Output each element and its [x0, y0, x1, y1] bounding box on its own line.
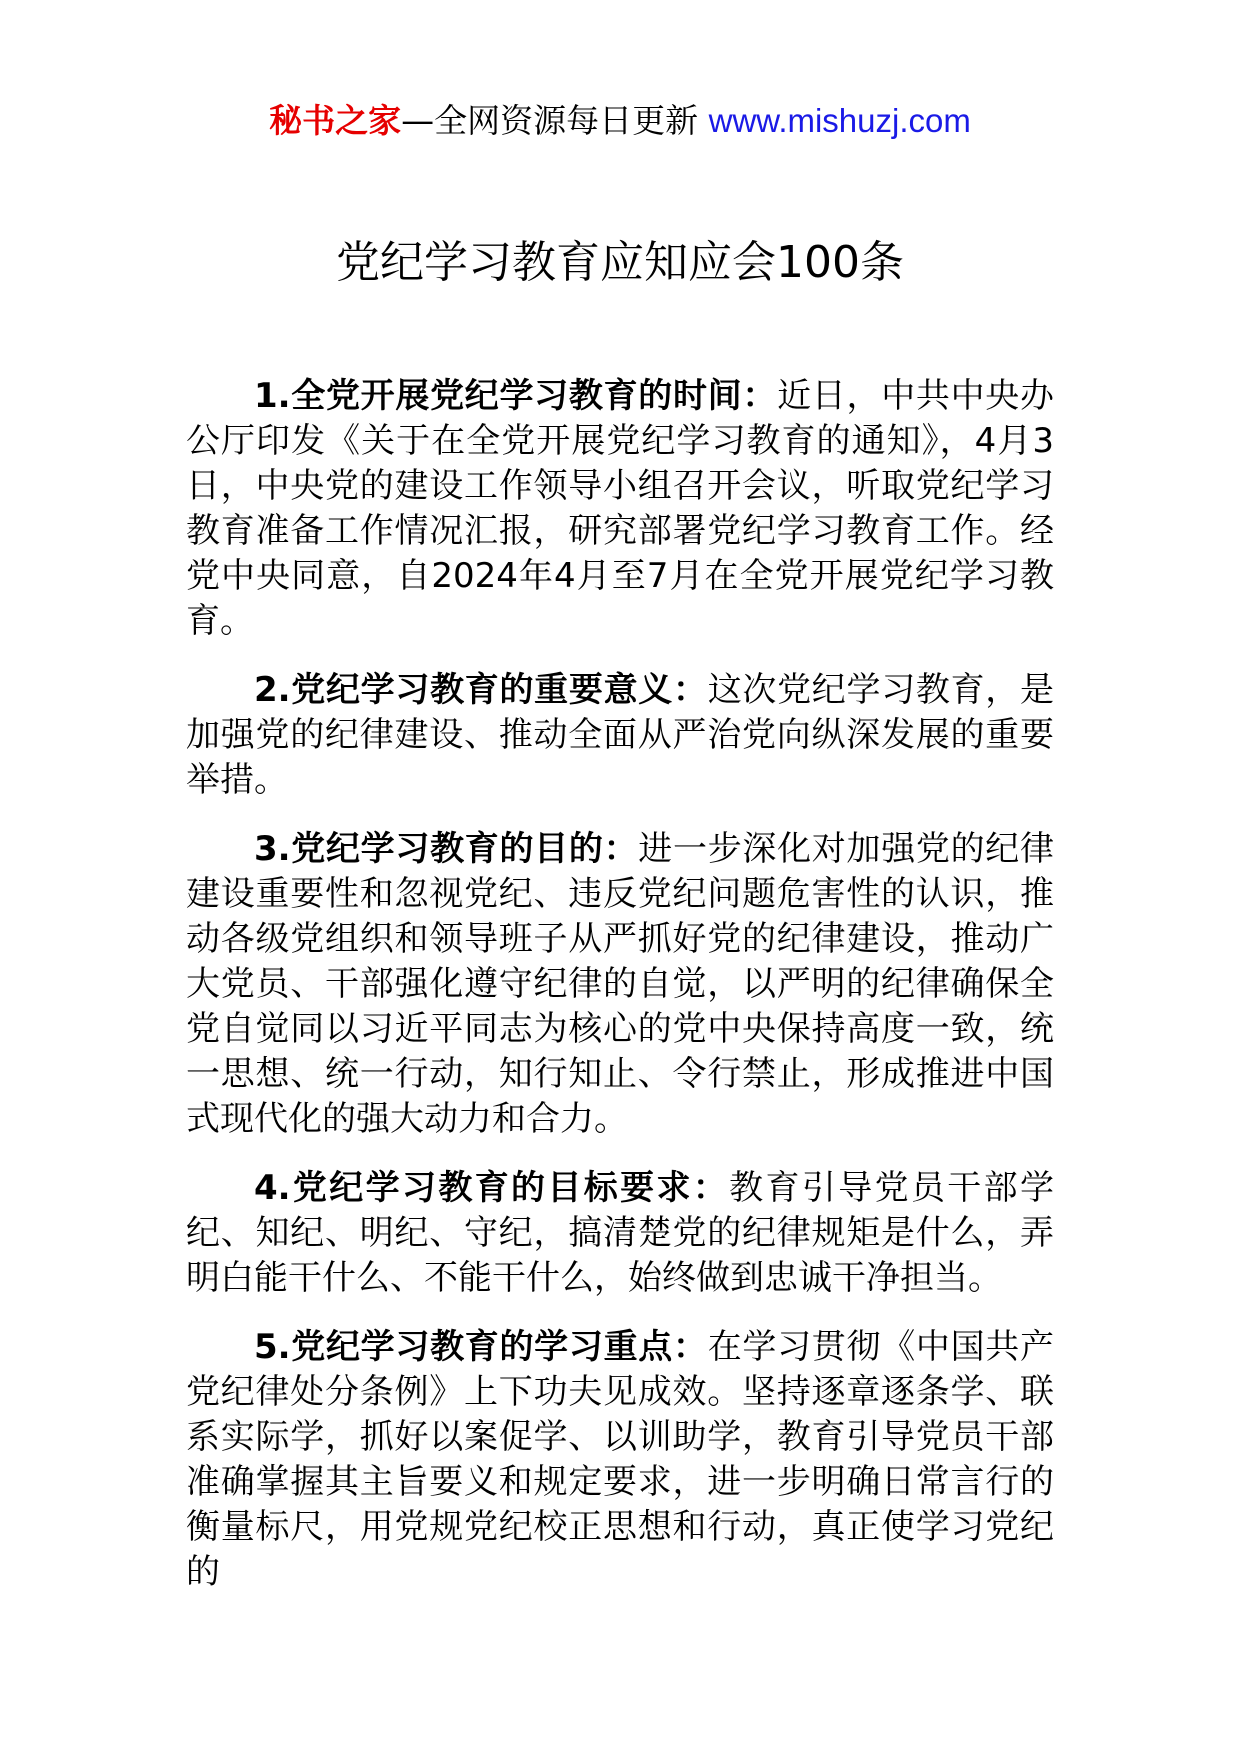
- paragraph-4-text: 教育引导党员干部学纪、知纪、明纪、守纪，搞清楚党的纪律规矩是什么，弄明白能干什么、不能干什么，始终做到忠诚干净担当。: [186, 1168, 1054, 1298]
- site-url-link[interactable]: www.mishuzj.com: [708, 102, 971, 139]
- paragraph-5-text: 在学习贯彻《中国共产党纪律处分条例》上下功夫见成效。坚持逐章逐条学、联系实际学，抓好以案促学、以训助学，教育引导党员干部准确掌握其主旨要义和规定要求，进一步明确日常言行的衡量标尺，用党规党纪校正思想和行动，真正使学习党纪的: [186, 1327, 1054, 1592]
- paragraph-1-text: 近日，中共中央办公厅印发《关于在全党开展党纪学习教育的通知》，4月3日，中央党的建设工作领导小组召开会议，听取党纪学习教育准备工作情况汇报，研究部署党纪学习教育工作。经党中央同意，自2024年4月至7月在全党开展党纪学习教育。: [186, 376, 1055, 641]
- paragraph-5: [186, 1325, 1054, 1595]
- site-brand: 秘书之家: [269, 101, 402, 140]
- paragraph-3-text: 进一步深化对加强党的纪律建设重要性和忽视党纪、违反党纪问题危害性的认识，推动各级党组织和领导班子从严抓好党的纪律建设，推动广大党员、干部强化遵守纪律的自觉，以严明的纪律确保全党自觉同以习近平同志为核心的党中央保持高度一致，统一思想、统一行动，知行知止、令行禁止，形成推进中国式现代化的强大动力和合力。: [186, 829, 1055, 1139]
- document-body: [186, 374, 1054, 1619]
- paragraph-3: [186, 827, 1054, 1142]
- site-tagline: —全网资源每日更新: [401, 101, 699, 140]
- paragraph-2-label: 2.党纪学习教育的重要意义：: [254, 670, 708, 710]
- paragraph-2: [186, 668, 1054, 803]
- paragraph-5-label: 5.党纪学习教育的学习重点：: [254, 1327, 708, 1367]
- paragraph-3-label: 3.党纪学习教育的目的：: [254, 829, 639, 869]
- document-title: 党纪学习教育应知应会100条: [336, 237, 904, 288]
- paragraph-4-label: 4.党纪学习教育的目标要求：: [254, 1168, 730, 1208]
- paragraph-4: [186, 1166, 1054, 1301]
- paragraph-2-text: 这次党纪学习教育，是加强党的纪律建设、推动全面从严治党向纵深发展的重要举措。: [186, 670, 1054, 800]
- site-header: [0, 101, 1240, 141]
- paragraph-1: [186, 374, 1054, 644]
- paragraph-1-label: 1.全党开展党纪学习教育的时间：: [254, 376, 778, 416]
